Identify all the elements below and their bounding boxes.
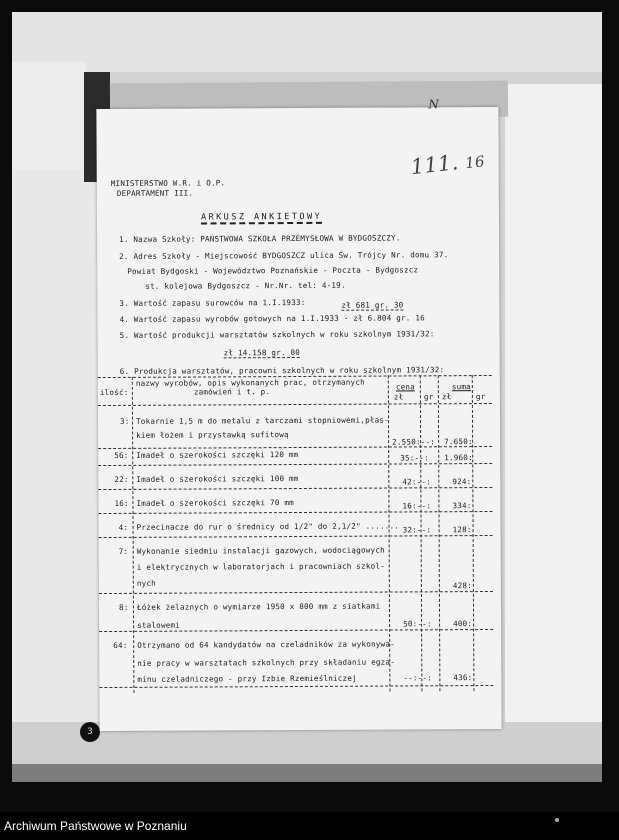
row-price: 2.550:--: [392,437,436,447]
archive-footer [0,812,619,840]
header-price-zl: zł [393,392,404,402]
row-quantity: 8: [118,602,129,612]
row-description: Imadeł o szerokości szczęki 120 mm [136,450,299,460]
backing-board-top [12,12,602,72]
board-clip-icon: 3 [80,722,100,742]
item-2: 2. Adres Szkoły - Miejscowość BYDGOSZCZ ulica Św. Trójcy Nr. domu 37. [119,250,449,261]
item-5: 5. Wartość produkcji warsztatów szkolnych w roku szkolnym 1931/32: [119,329,435,340]
row-sum: 428: [452,581,472,591]
row-description-2: i elektrycznych w laboratorjach i pracowniach szkol- [136,561,385,572]
row-sum: 436: [453,673,473,683]
row-sum: 400: [453,619,473,629]
row-description-2: kiem łożem i przystawką sufitową [136,430,289,440]
header-sum: suma [451,382,471,392]
row-description: Tokarnie 1,5 m do metalu z tarczami stopniowemi,płas- [135,415,389,426]
row-rule [99,685,493,688]
left-paper-edge [12,170,105,722]
header-sum-zl: zł [441,392,452,402]
header-rule [98,403,492,406]
row-rule [99,535,493,538]
footer-dot-icon [555,818,559,822]
row-price: --:--: [403,673,433,683]
header-sum-gr: gr [475,392,486,402]
row-description: Wykonanie siedmiu instalacji gazowych, wodociągowych [136,545,385,556]
item-3-value: zł 681 gr. 30 [341,300,404,310]
department-heading: DEPARTAMENT III. [116,188,194,198]
row-description: Łóżek żelaznych o wymiarze 1950 x 800 mm z siatkami [136,601,381,612]
row-rule [98,511,492,514]
item-2-line-2: Powiat Bydgoski - Województwo Poznańskie - Poczta - Bydgoszcz [127,265,419,276]
sum-gr-rule [472,375,475,691]
row-description: Imadeł o szerokości szczęki 70 mm [136,498,294,508]
row-rule [98,463,492,466]
bottom-shadow [12,764,602,782]
row-quantity: 4: [118,522,129,532]
row-description: Imadeł o szerokości szczęki 100 mm [136,474,299,484]
item-1: 1. Nazwa Szkoły: PAŃSTWOWA SZKOŁA PRZEMYSŁOWA W BYDGOSZCZY. [119,233,401,244]
header-description: nazwy wyrobów, opis wykonanych prac, otrzymanych [135,377,365,388]
row-description: Otrzymano od 64 kandydatów na czeladników za wykonywa- [137,639,395,650]
row-sum: 924: [452,477,472,487]
item-5-value: zł 14.158 gr. 80 [223,347,301,358]
row-quantity: 16: [114,498,129,508]
row-sum: 7.650: [444,437,473,447]
row-sum: 334: [452,501,472,511]
row-quantity: 64: [113,640,128,650]
row-description-2: nie pracy w warsztatach szkolnych przy składaniu egza- [137,657,395,668]
left-paper-strip [12,62,86,172]
row-price: 50:--: [403,619,432,629]
page-title: ARKUSZ ANKIETOWY [200,211,323,223]
row-quantity: 56: [114,450,129,460]
item-6: 6. Produkcja warsztatów, pracowni szkolnych w roku szkolnym 1931/32: [119,365,445,376]
right-paper-edge [505,84,602,764]
row-price: 32:--: [402,525,432,535]
row-price: 16:--: [402,501,432,511]
header-price: cena [395,382,415,392]
row-description-3: nych [136,578,156,588]
archive-label: Archiwum Państwowe w Poznaniu [4,819,187,833]
row-sum: 1.960: [444,453,473,463]
row-description: Przecinacze do rur o średnicy od 1/2" do 2,1/2" ....... [136,521,400,532]
corner-mark: N [428,97,440,112]
header-quantity: ilość: [99,387,129,398]
row-rule [98,487,492,490]
row-price: 42:--: [402,477,431,487]
header-price-gr: gr [423,392,434,402]
row-rule [98,446,492,449]
row-rule [99,591,493,594]
row-sum: 128: [452,525,472,535]
row-description-2: stalowemi [137,620,181,630]
questionnaire-sheet [96,97,501,731]
header-description-2: zamówień i t. p. [193,387,271,397]
item-2-line-3: st. kolejowa Bydgoszcz - Nr.Nr. tel: 4-19. [145,280,346,291]
row-quantity: 7: [118,546,129,556]
quantity-column-rule [132,377,135,693]
handwritten-reference: 111. 16 [409,150,486,180]
row-quantity: 3: [119,416,130,426]
row-description-3: minu czeladniczego - przy Izbie Rzemieślniczej [137,673,357,684]
ministry-heading: MINISTERSTWO W.R. i O.P. [110,178,226,188]
price-column-rule [438,375,441,691]
item-4: 4. Wartość zapasu wyrobów gotowych na 1.I.1933 - zł 6.804 gr. 16 [119,313,425,324]
item-3: 3. Wartość zapasu surowców na 1.I.1933: [119,297,306,308]
row-price: 35:--: [400,453,429,463]
row-quantity: 22: [114,474,129,484]
